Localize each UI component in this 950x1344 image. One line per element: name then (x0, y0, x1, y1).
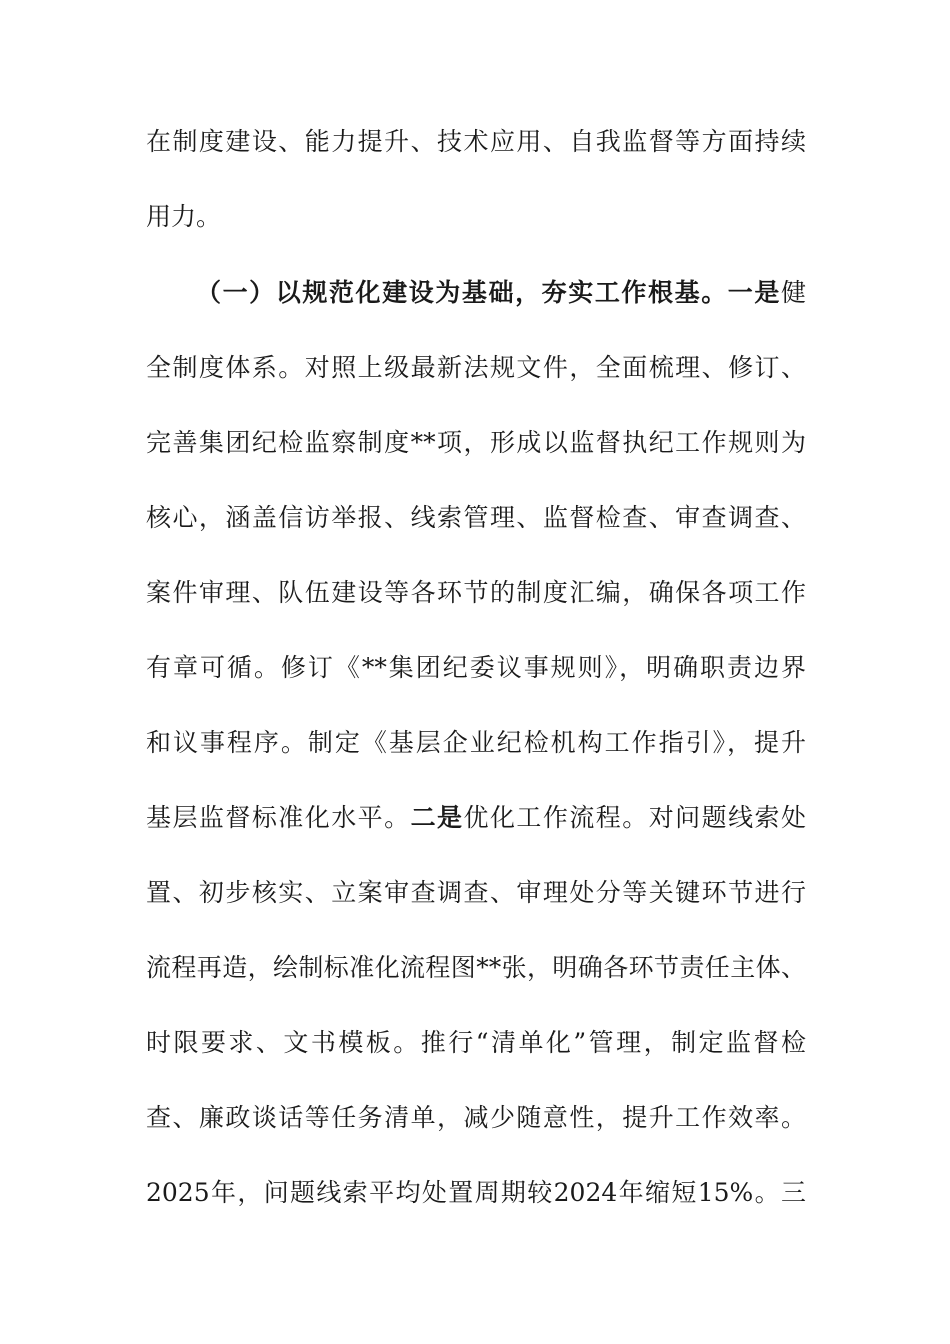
body-line: 流程再造，绘制标准化流程图**张，明确各环节责任主体、 (146, 953, 806, 982)
section-heading: （一）以规范化建设为基础，夯实工作根基。 (196, 278, 728, 307)
body-line: 完善集团纪检监察制度**项，形成以监督执纪工作规则为 (146, 428, 806, 457)
point-one-marker: 一是 (727, 278, 781, 307)
body-line: 案件审理、队伍建设等各环节的制度汇编，确保各项工作 (146, 578, 806, 607)
body-line: 时限要求、文书模板。推行“清单化”管理，制定监督检 (146, 1028, 806, 1057)
point-two-text-start: 优化工作流程。对问题线索处 (463, 803, 806, 832)
paragraph-1-line-2: 用力。 (146, 202, 222, 231)
body-line: 和议事程序。制定《基层企业纪检机构工作指引》，提升 (146, 728, 806, 757)
body-line: 有章可循。修订《**集团纪委议事规则》，明确职责边界 (146, 653, 806, 682)
point-two-line (146, 800, 806, 836)
body-line: 全制度体系。对照上级最新法规文件，全面梳理、修订、 (146, 353, 806, 382)
point-one-text-start: 健 (780, 278, 806, 307)
body-line: 2025年，问题线索平均处置周期较2024年缩短15%。三 (146, 1178, 806, 1207)
point-one-ending: 基层监督标准化水平。 (146, 803, 411, 832)
body-line: 核心，涵盖信访举报、线索管理、监督检查、审查调查、 (146, 503, 806, 532)
paragraph-1-line-1: 在制度建设、能力提升、技术应用、自我监督等方面持续 (146, 127, 806, 156)
point-two-marker: 二是 (410, 803, 464, 832)
section-heading-line (196, 275, 806, 311)
body-line: 查、廉政谈话等任务清单，减少随意性，提升工作效率。 (146, 1103, 806, 1132)
body-line: 置、初步核实、立案审查调查、审理处分等关键环节进行 (146, 878, 806, 907)
